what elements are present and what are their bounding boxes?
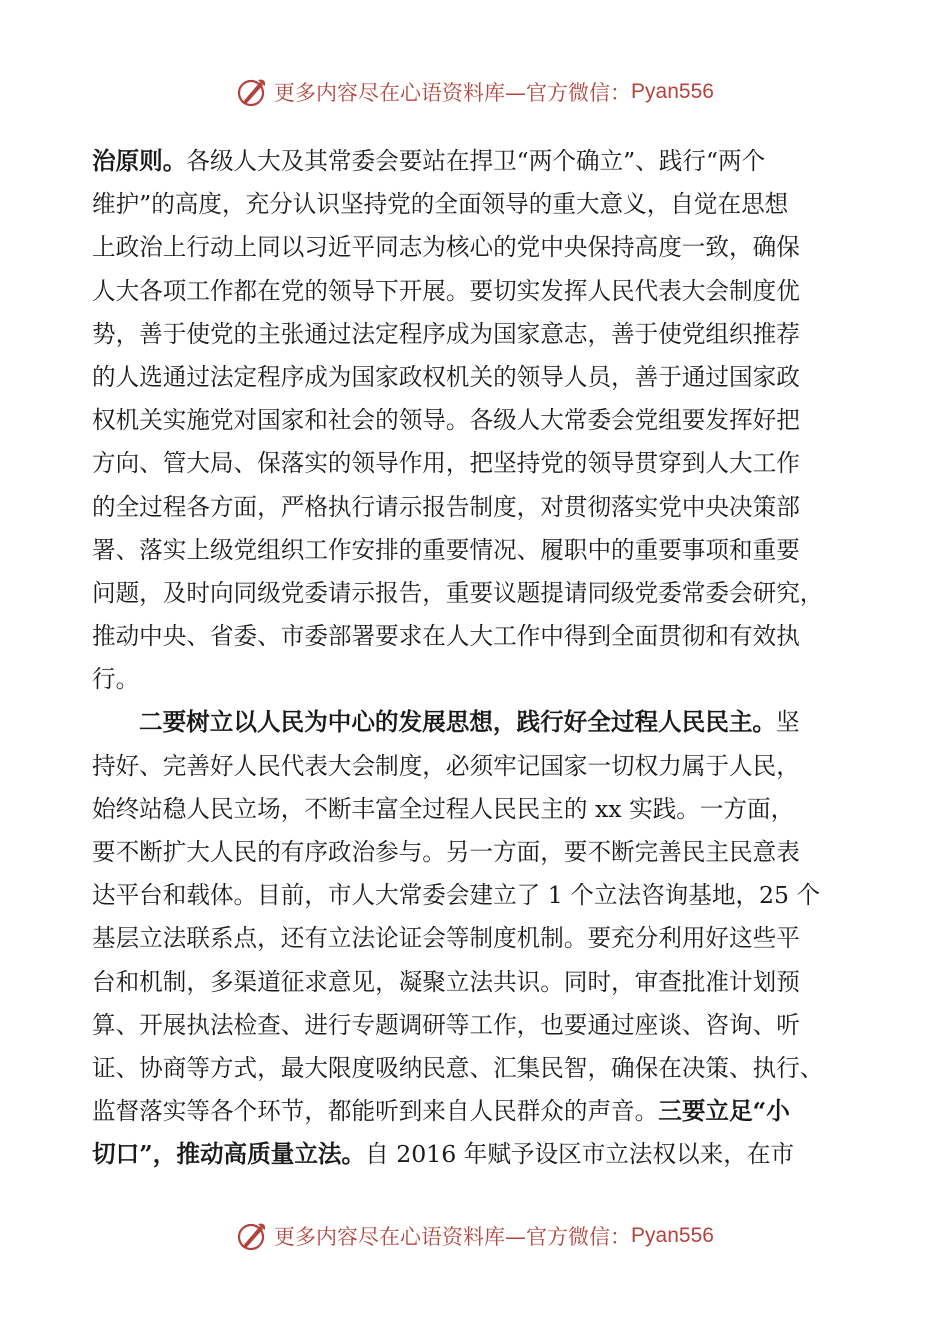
text-line: 二要树立以人民为中心的发展思想，践行好全过程人民民主。坚: [139, 708, 800, 737]
text-line: 治原则。各级人大及其常委会要站在捍卫“两个确立”、践行“两个: [92, 147, 766, 175]
text-line: 的人选通过法定程序成为国家政权机关的领导人员，善于通过国家政: [92, 362, 800, 391]
quill-pen-logo-icon: [236, 76, 268, 108]
text-line: 台和机制，多渠道征求意见，凝聚立法共识。同时，审查批准计划预: [92, 967, 800, 996]
footer-banner-text: 更多内容尽在心语资料库—官方微信：: [274, 1225, 632, 1249]
footer-banner: [0, 1216, 950, 1256]
text-line: 人大各项工作都在党的领导下开展。要切实发挥人民代表大会制度优: [92, 276, 800, 305]
text-line: 监督落实等各个环节，都能听到来自人民群众的声音。三要立足“小: [92, 1097, 790, 1126]
text-line: 算、开展执法检查、进行专题调研等工作，也要通过座谈、咨询、听: [92, 1010, 800, 1039]
text-line: 行。: [92, 665, 140, 694]
bold-heading-fragment: 三要立足“小: [658, 1097, 790, 1126]
text-line: 势，善于使党的主张通过法定程序成为国家意志，善于使党组织推荐: [92, 319, 800, 348]
document-body: [92, 140, 862, 1177]
text-line: 署、落实上级党组织工作安排的重要情况、履职中的重要事项和重要: [92, 535, 800, 564]
text-line: 权机关实施党对国家和社会的领导。各级人大常委会党组要发挥好把: [92, 406, 800, 435]
text-line: 上政治上行动上同以习近平同志为核心的党中央保持高度一致，确保: [92, 233, 800, 262]
text-line: 证、协商等方式，最大限度吸纳民意、汇集民智，确保在决策、执行、: [92, 1053, 824, 1082]
bold-heading-fragment: 切口”，推动高质量立法。: [92, 1140, 366, 1169]
header-wechat-handle: Pyan556: [631, 80, 714, 103]
bold-heading-fragment: 二要树立以人民为中心的发展思想，践行好全过程人民民主。: [139, 708, 777, 737]
text-line: 切口”，推动高质量立法。自 2016 年赋予设区市立法权以来，在市: [92, 1140, 795, 1169]
text-line: 始终站稳人民立场，不断丰富全过程人民民主的 xx 实践。一方面，: [92, 794, 795, 823]
text-line: 达平台和载体。目前，市人大常委会建立了 1 个立法咨询基地，25 个: [92, 881, 821, 910]
text-line: 基层立法联系点，还有立法论证会等制度机制。要充分利用好这些平: [92, 924, 800, 953]
text-line: 要不断扩大人民的有序政治参与。另一方面，要不断完善民主民意表: [92, 838, 800, 866]
text-line: 推动中央、省委、市委部署要求在人大工作中得到全面贯彻和有效执: [92, 622, 800, 651]
text-line: 的全过程各方面，严格执行请示报告制度，对贯彻落实党中央决策部: [92, 492, 800, 521]
text-line: 问题，及时向同级党委请示报告，重要议题提请同级党委常委会研究，: [92, 578, 824, 607]
text-line: 方向、管大局、保落实的领导作用，把坚持党的领导贯穿到人大工作: [92, 449, 800, 478]
text-line: 维护”的高度，充分认识坚持党的全面领导的重大意义，自觉在思想: [92, 190, 789, 219]
bold-heading-fragment: 治原则。: [92, 147, 187, 175]
text-line: 持好、完善好人民代表大会制度，必须牢记国家一切权力属于人民，: [92, 751, 800, 780]
header-banner: [0, 72, 950, 112]
quill-pen-logo-icon: [236, 1220, 268, 1252]
header-banner-text: 更多内容尽在心语资料库—官方微信：: [274, 81, 632, 105]
footer-wechat-handle: Pyan556: [631, 1224, 714, 1247]
